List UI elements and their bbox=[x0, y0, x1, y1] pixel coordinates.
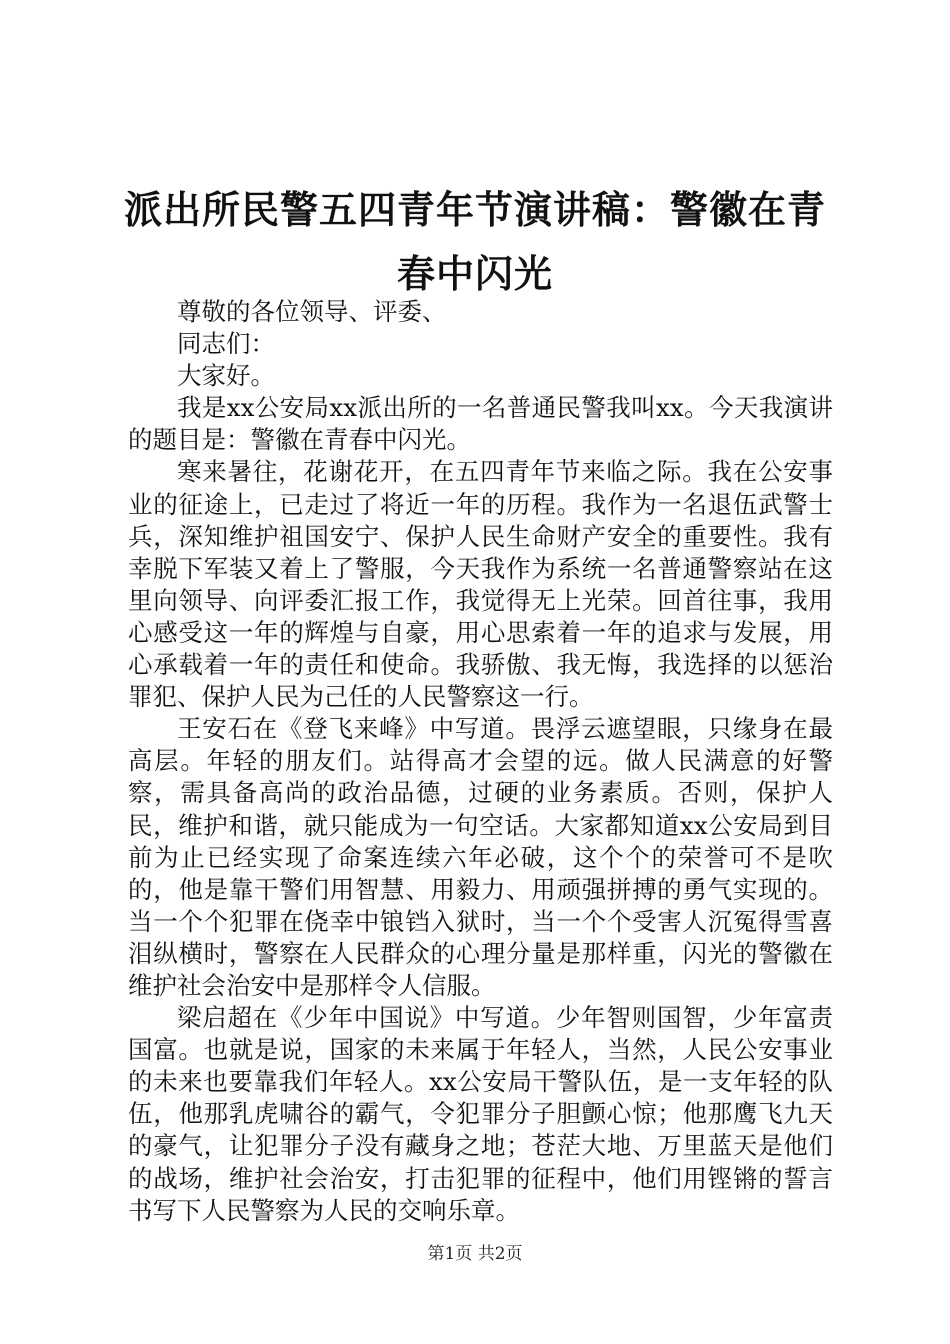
body-paragraph: 我是xx公安局xx派出所的一名普通民警我叫xx。今天我演讲的题目是：警徽在青春中闪光。 bbox=[128, 393, 833, 455]
page-number-footer: 第1页 共2页 bbox=[427, 1244, 523, 1264]
document-body bbox=[128, 296, 833, 1227]
salutation-line: 同志们： bbox=[177, 329, 275, 359]
salutation-line: 尊敬的各位领导、评委、 bbox=[177, 297, 447, 326]
body-paragraph: 梁启超在《少年中国说》中写道。少年智则国智，少年富责国富。也就是说，国家的未来属于年轻人，当然，人民公安事业的未来也要靠我们年轻人。xx公安局干警队伍，是一支年轻的队伍，他那乳虎啸谷的霸气，令犯罪分子胆颤心惊；他那鹰飞九天的豪气，让犯罪分子没有藏身之地；苍茫大地、万里蓝天是他们的战场，维护社会治安，打击犯罪的征程中，他们用铿锵的誓言书写下人民警察为人民的交响乐章。 bbox=[128, 1003, 833, 1225]
greeting-line: 大家好。 bbox=[177, 361, 275, 391]
page-title: 派出所民警五四青年节演讲稿：警徽在青春中闪光 bbox=[123, 187, 826, 296]
body-paragraph: 寒来暑往，花谢花开，在五四青年节来临之际。我在公安事业的征途上，已走过了将近一年的历程。我作为一名退伍武警士兵，深知维护祖国安宁、保护人民生命财产安全的重要性。我有幸脱下军装又着上了警服，今天我作为系统一名普通警察站在这里向领导、向评委汇报工作，我觉得无上光荣。回首往事，我用心感受这一年的辉煌与自豪，用心思索着一年的追求与发展，用心承载着一年的责任和使命。我骄傲、我无悔，我选择的以惩治罪犯、保护人民为己任的人民警察这一行。 bbox=[128, 457, 833, 712]
body-paragraph: 王安石在《登飞来峰》中写道。畏浮云遮望眼，只缘身在最高层。年轻的朋友们。站得高才会望的远。做人民满意的好警察，需具备高尚的政治品德，过硬的业务素质。否则，保护人民，维护和谐，就只能成为一句空话。大家都知道xx公安局到目前为止已经实现了命案连续六年必破，这个个的荣誉可不是吹的，他是靠干警们用智慧、用毅力、用顽强拼搏的勇气实现的。当一个个犯罪在侥幸中锒铛入狱时，当一个个受害人沉冤得雪喜泪纵横时，警察在人民群众的心理分量是那样重，闪光的警徽在维护社会治安中是那样令人信服。 bbox=[128, 714, 833, 1000]
